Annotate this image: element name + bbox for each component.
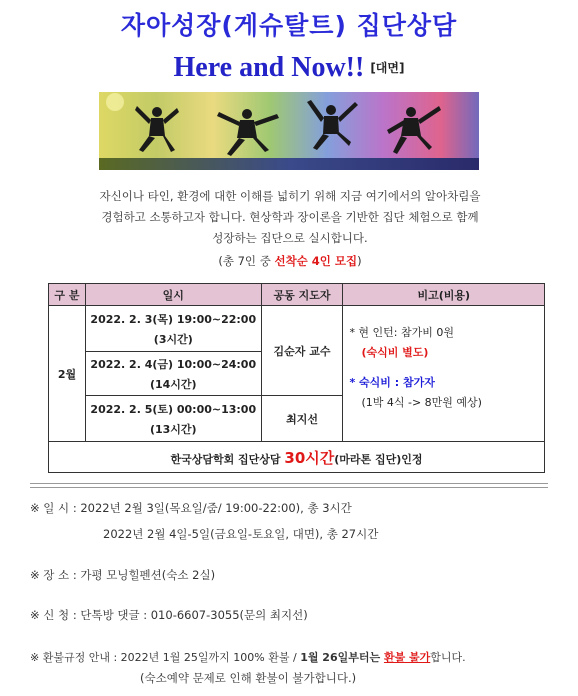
schedule-info xyxy=(30,500,570,516)
session-3-date: 2022. 2. 5(토) 00:00~13:00 xyxy=(90,402,257,416)
table-row xyxy=(49,306,545,352)
header-datetime: 일시 xyxy=(85,284,261,306)
banner-image xyxy=(99,92,479,170)
header-notes: 비고(비용) xyxy=(343,284,545,306)
session-2-date: 2022. 2. 4(금) 10:00~24:00 xyxy=(90,357,257,371)
footer-suffix: (마라톤 집단)인정 xyxy=(334,452,423,466)
divider xyxy=(30,483,548,488)
schedule-table xyxy=(48,283,545,473)
intro-line-3: 성장하는 집단으로 실시합니다. xyxy=(212,231,368,245)
leader-2-cell: 최지선 xyxy=(261,396,343,442)
session-3-hours: (13시간) xyxy=(149,422,197,436)
recruit-prefix: (총 7인 중 xyxy=(218,254,275,268)
place-value: 가평 모닝힐펜션(숙소 2실) xyxy=(80,568,216,582)
refund-label: ※ 환불규정 안내 : xyxy=(30,651,118,664)
note-lodging-sub: (1박 4식 -> 8만원 예상) xyxy=(361,396,482,409)
apply-value: 단톡방 댓글 : 010-6607-3055(문의 최지선) xyxy=(80,608,308,622)
refund-text: 2022년 1월 25일까지 100% 환불 / xyxy=(120,651,301,664)
page-title: 자아성장(게슈탈트) 집단상담 xyxy=(120,11,458,40)
session-1-cell xyxy=(85,306,261,352)
table-footer-cell xyxy=(49,442,545,473)
apply-info xyxy=(30,607,570,623)
place-label: ※ 장 소 : xyxy=(30,568,77,582)
session-2-cell xyxy=(85,352,261,396)
refund-no-refund: 환불 불가 xyxy=(383,651,431,664)
header-leaders: 공동 지도자 xyxy=(261,284,343,306)
apply-label: ※ 신 청 : xyxy=(30,608,77,622)
session-1-hours: (3시간) xyxy=(153,332,193,346)
subtitle-english: Here and Now!! xyxy=(173,52,365,83)
leader-1-cell: 김순자 교수 xyxy=(261,306,343,396)
header-category: 구 분 xyxy=(49,284,86,306)
refund-line-2: (숙소예약 문제로 인해 환불이 불가합니다.) xyxy=(140,671,357,685)
schedule-label: ※ 일 시 : xyxy=(30,501,77,515)
month-cell: 2월 xyxy=(49,306,86,442)
footer-highlight: 30시간 xyxy=(284,448,335,467)
intro-line-1: 자신이나 타인, 환경에 대한 이해를 넓히기 위해 지금 여기에서의 알아차림을 xyxy=(99,189,481,203)
table-footer-row xyxy=(49,442,545,473)
page-subtitle xyxy=(0,52,578,84)
note-lodging: * 숙식비 : 참가자 xyxy=(349,376,435,389)
place-info xyxy=(30,567,570,583)
session-2-hours: (14시간) xyxy=(149,377,197,391)
recruit-line xyxy=(40,251,540,272)
session-1-date: 2022. 2. 3(목) 19:00~22:00 xyxy=(90,312,257,326)
schedule-line-1: 2022년 2월 3일(목요일/줌/ 19:00-22:00), 총 3시간 xyxy=(80,501,352,515)
notes-cell xyxy=(343,306,545,442)
jumping-people-illustration xyxy=(99,92,479,170)
note-intern: * 현 인턴: 참가비 0원 xyxy=(349,326,455,339)
schedule-line-2: 2022년 2월 4일-5일(금요일-토요일, 대면), 총 27시간 xyxy=(103,527,379,541)
refund-info xyxy=(30,649,570,665)
recruit-highlight: 선착순 4인 모집 xyxy=(274,254,358,268)
session-3-cell xyxy=(85,396,261,442)
refund-bold: 1월 26일부터는 xyxy=(300,651,384,664)
note-intern-sub: (숙식비 별도) xyxy=(361,346,429,359)
recruit-suffix: ) xyxy=(357,254,362,268)
footer-prefix: 한국상담학회 집단상담 xyxy=(170,452,285,466)
table-header-row xyxy=(49,284,545,306)
refund-tail: 합니다. xyxy=(430,651,466,664)
subtitle-tag: [대면] xyxy=(370,61,405,75)
intro-line-2: 경험하고 소통하고자 합니다. 현상학과 장이론을 기반한 집단 체험으로 함께 xyxy=(101,210,479,224)
